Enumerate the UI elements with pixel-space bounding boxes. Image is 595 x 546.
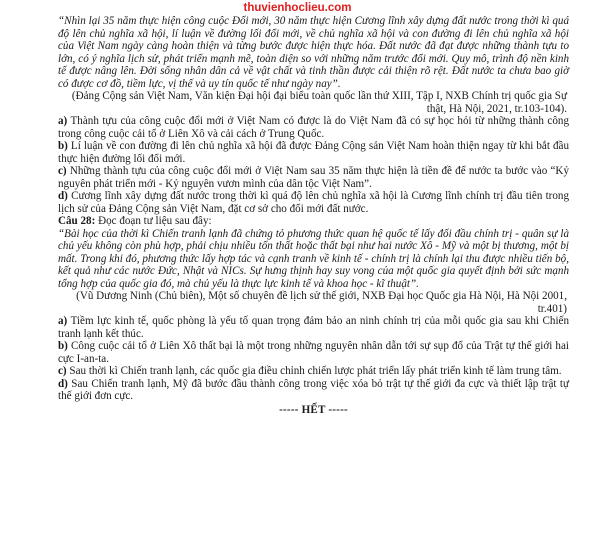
end-marker: ----- HẾT ----- [279, 403, 348, 416]
option-text: Những thành tựu của công cuộc đổi mới ở Việt Nam sau 35 năm thực hiện là tiền đề để nước ta bước vào “Kỷ nguyên phát triển mới - Kỷ nguyên vươn mình của dân tộc Việt Nam”. [58, 165, 569, 190]
q28-option-b [58, 340, 569, 365]
site-watermark: thuvienhoclieu.com [243, 2, 352, 14]
option-letter: d) [58, 377, 68, 390]
question-number: Câu 28: [58, 215, 96, 227]
option-letter: b) [58, 140, 68, 152]
option-text: Lí luận về con đường đi lên chủ nghĩa xã hội đã được Đảng Cộng sản Việt Nam hoàn thiện ngay từ khi bắt đầu thực hiện đường lối đổi mới. [58, 140, 569, 165]
q27-option-d [58, 190, 569, 215]
q28-quote: “Bài học của thời kì Chiến tranh lạnh đã chứng tỏ phương thức quan hệ quốc tế lấy đối đầu chính trị - quân sự là chủ yếu không còn phù hợp, phải chịu nhiều tổn thất hoặc thất bại như hai nước Xô - Mỹ và một bị thương, một bị mất. Trong khi đó, phương thức lấy hợp tác và cạnh tranh về kinh tế - chính trị là chính lại thu được nhiều tiến bộ, kết quả như các nước Đức, Nhật và NICs. Sự hưng thịnh hay suy vong của một quốc gia quyết định bởi sức mạnh tổng hợp của quốc gia đó, mà chủ yếu là thực lực kinh tế và khoa học - kĩ thuật”. [58, 227, 569, 290]
q27-source: (Đảng Cộng sản Việt Nam, Văn kiện Đại hội đại biểu toàn quốc lần thứ XIII, Tập I, NXB Chính trị quốc gia Sự thật, Hà Nội, 2021, tr.103-104). [71, 90, 567, 115]
q28-option-d [58, 378, 569, 403]
q28-option-a [58, 315, 569, 340]
q28-source: (Vũ Dương Ninh (Chủ biên), Một số chuyên đề lịch sử thế giới, NXB Đại học Quốc gia Hà Nội, Hà Nội 2001, tr.401) [76, 290, 567, 315]
q28-heading [58, 215, 569, 228]
option-text: Sau Chiến tranh lạnh, Mỹ đã bước đầu thành công trong việc xóa bỏ trật tự thế giới đa cực và thiết lập trật tự thế giới đơn cực. [58, 377, 570, 402]
option-letter: c) [58, 165, 67, 177]
option-text: Công cuộc cải tổ ở Liên Xô thất bại là một trong những nguyên nhân dẫn tới sự sụp đổ của Trật tự thế giới hai cực I-an-ta. [58, 340, 569, 365]
option-letter: b) [58, 340, 68, 352]
option-text: Cương lĩnh xây dựng đất nước trong thời kì quá độ lên chủ nghĩa xã hội là Cương lĩnh chính trị đầu tiên trong lịch sử của Đảng Cộng sản Việt Nam, đặt cơ sở cho đổi mới đất nước. [58, 190, 569, 215]
option-letter: d) [58, 190, 68, 202]
q27-option-a [58, 115, 569, 140]
q27-option-b [58, 140, 569, 165]
option-letter: a) [58, 315, 68, 327]
option-text: Sau thời kì Chiến tranh lạnh, các quốc gia điều chỉnh chiến lược phát triển lấy phát triển kinh tế làm trung tâm. [69, 365, 562, 377]
exam-content [58, 15, 569, 416]
option-letter: a) [58, 115, 68, 127]
q27-option-c [58, 165, 569, 190]
option-letter: c) [58, 365, 67, 377]
q28-option-c [58, 365, 569, 378]
question-prompt: Đọc đoạn tư liệu sau đây: [98, 215, 212, 227]
option-text: Tiềm lực kinh tế, quốc phòng là yếu tố quan trọng đảm bảo an ninh chính trị của mỗi quốc gia sau khi Chiến tranh lạnh kết thúc. [58, 315, 569, 340]
option-text: Thành tựu của công cuộc đổi mới ở Việt Nam có được là do Việt Nam đã có sự học hỏi từ những thành công trong công cuộc cải tổ ở Liên Xô và cải cách ở Trung Quốc. [58, 115, 569, 140]
q27-quote: “Nhìn lại 35 năm thực hiện công cuộc Đổi mới, 30 năm thực hiện Cương lĩnh xây dựng đất nước trong thời kì quá độ lên chủ nghĩa xã hội, lí luận về đường lối đổi mới, về chủ nghĩa xã hội và con đường đi lên chủ nghĩa xã hội của Việt Nam ngày càng hoàn thiện và từng bước được hiện thực hóa. Đất nước đã đạt được những thành tựu to lớn, có ý nghĩa lịch sử, phát triển mạnh mẽ, toàn diện so với những năm trước đổi mới. Quy mô, trình độ nền kinh tế được nâng lên. Đời sống nhân dân cả về vật chất và tinh thần được cải thiện rõ rệt. Đất nước ta chưa bao giờ có được cơ đồ, tiềm lực, vị thế và uy tín quốc tế như ngày nay”. [58, 15, 569, 90]
